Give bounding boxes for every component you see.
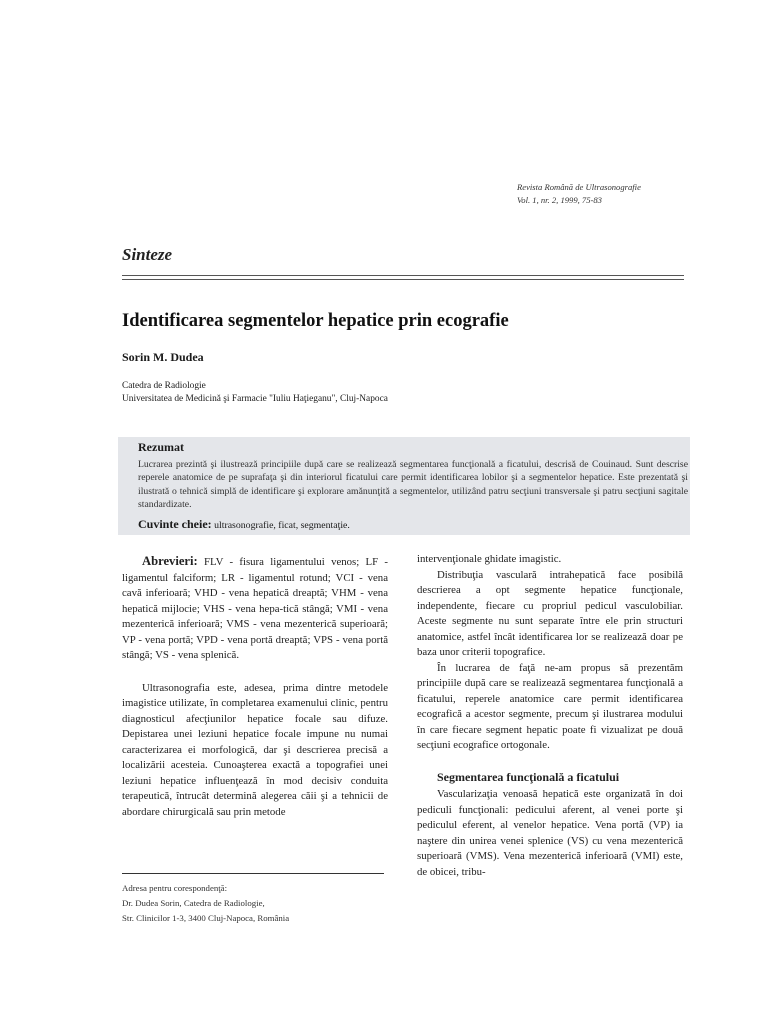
keywords-text: ultrasonografie, ficat, segmentaţie. [214,520,350,531]
right-column [417,552,683,880]
author-name: Sorin M. Dudea [122,350,204,364]
correspondence-label: Adresa pentru corespondenţă: [122,883,228,893]
affiliation [122,380,388,406]
abstract-heading: Rezumat [138,440,184,454]
affiliation-department: Catedra de Radiologie [122,381,206,391]
intro-paragraph: Ultrasonografia este, adesea, prima dintre metodele imagistice utilizate, în completarea examenului clinic, pentru diagnosticul afecţiunilor hepatice focale sau difuze. Depistarea unei leziuni hepatice focale impune nu numai caracterizarea ei morfologică, dar şi descrierea precisă a localizării acesteia. Cunoaşterea exactă a topografiei unei leziuni hepatice influenţează în mod decisiv conduita terapeutică, întrucât determină alegerea căii şi a tehnicii de abordare chirurgicală sau prin metode [122,681,388,818]
keywords-label: Cuvinte cheie: [138,517,212,531]
abstract-box [118,437,690,535]
section-label: Sinteze [122,245,173,264]
portal-paragraph: Vascularizaţia venoasă hepatică este organizată în doi pediculi funcţionali: pedicului aferent, al venei porte şi pediculul eferent, al venelor hepatice. Vena portă (VP) ia naştere din unirea venei splenice (VS) cu vena mezenterică superioară (VMS). Vena mezenterică inferioară (VMI) este, de obicei, tribu- [417,788,683,878]
journal-reference [517,181,717,206]
section-rule-bottom [122,279,684,280]
abbreviations-text: FLV - fisura ligamentului venos; LF - ligamentul falciform; LR - ligamentul rotund; VCI - vena cavă inferioară; VHD - vena hepatică dreaptă; VHM - vena hepatică mijlocie; VHS - vena hepa-tică stângă; VMI - vena mezenterică inferioară; VMS - vena mezenterică superioară; VP - vena portă; VPD - vena portă dreaptă; VPS - vena portă stângă; VS - vena splenică. [122,556,388,661]
correspondence-address [122,881,289,926]
vascular-paragraph: Distribuţia vasculară intrahepatică face posibilă descrierea a opt segmente hepatice funcţionale, independente, fiecare cu propriul pedicul vasculobiliar. Aceste segmente nu sunt separate între ele prin structuri anatomice, astfel încât identificarea lor se realizează doar pe baza unor criterii topografice. [417,568,683,658]
affiliation-university: Universitatea de Medicină şi Farmacie "Iuliu Haţieganu", Cluj-Napoca [122,394,388,404]
abbreviations-label: Abrevieri: [142,554,198,568]
aim-paragraph: În lucrarea de faţă ne-am propus să prezentăm principiile după care se realizează segmentarea funcţională a ficatului, reperele anatomice care permit identificarea ecografică a acestor segmente, precum şi ilustrarea modului în care fiecare segment hepatic poate fi vizualizat pe două secţiuni ecografice ortogonale. [417,661,683,751]
article-title: Identificarea segmentelor hepatice prin ecografie [122,311,509,331]
correspondence-street: Str. Clinicilor 1-3, 3400 Cluj-Napoca, România [122,913,290,923]
keywords [138,517,350,532]
correspondence-name: Dr. Dudea Sorin, Catedra de Radiologie, [122,898,265,908]
subsection-heading: Segmentarea funcţională a ficatului [437,769,620,784]
journal-name: Revista Română de Ultrasonografie [517,182,641,192]
continued-paragraph: intervenţionale ghidate imagistic. [417,553,562,565]
journal-volume: Vol. 1, nr. 2, 1999, 75-83 [517,194,602,205]
left-column [122,554,388,820]
footnote-rule [122,873,384,874]
abstract-text: Lucrarea prezintă şi ilustrează principiile după care se realizează segmentarea funcţională a ficatului, descrisă de Couinaud. Sunt descrise reperele anatomice de pe suprafaţa şi din interiorul ficatului care permit identificarea lobilor şi a segmentelor hepatice. Este prezentată şi ilustrată o tehnică simplă de identificare şi explorare amănunţită a segmentelor, utilizând patru secţiuni transversale şi patru secţiuni sagitale standardizate. [138,459,688,510]
section-rule-top [122,275,684,276]
abbreviations-paragraph [122,554,388,664]
